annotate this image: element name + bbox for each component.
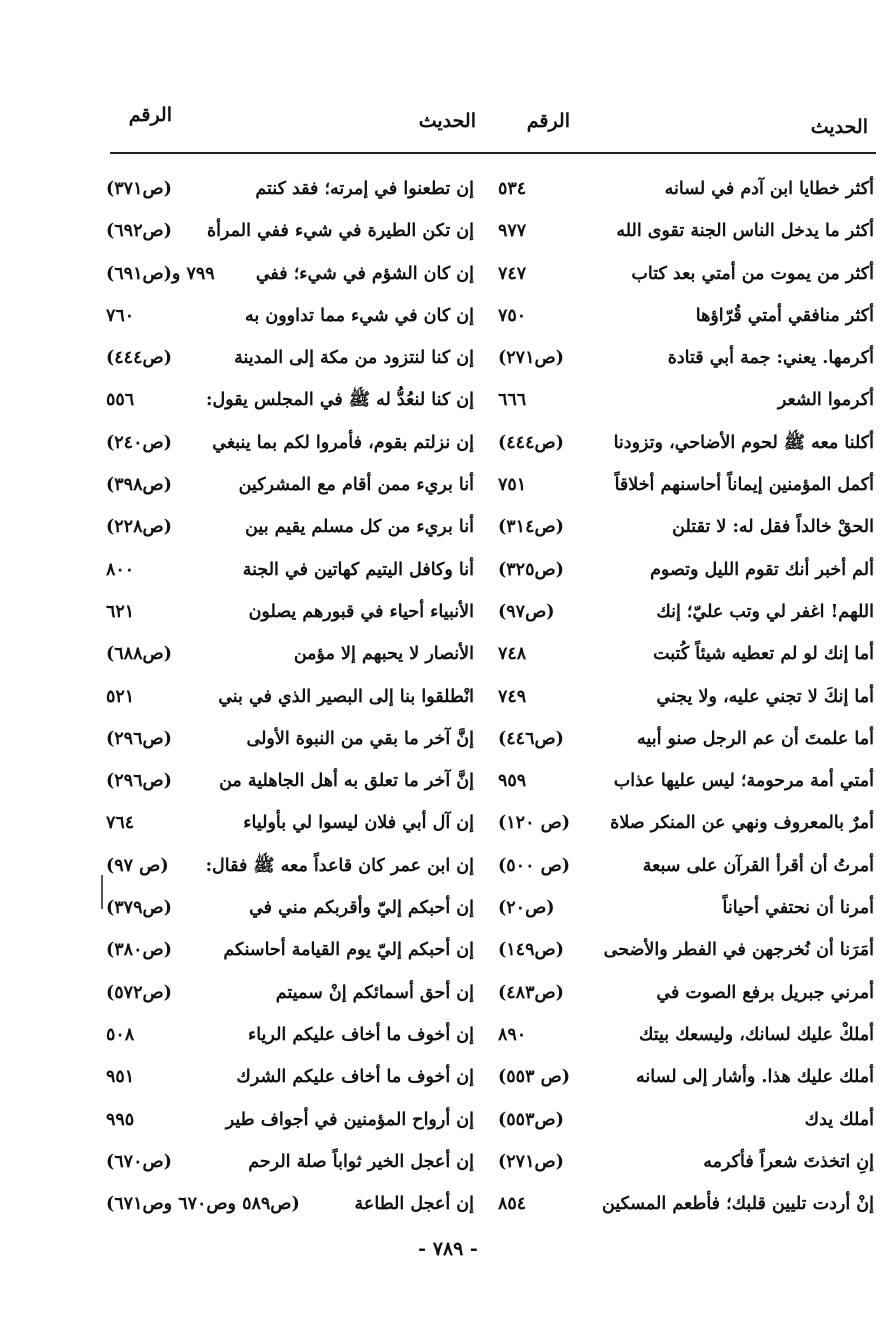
hadith-reference: ٩٩٥ xyxy=(106,1109,135,1130)
index-entry xyxy=(106,379,474,421)
index-entry xyxy=(106,549,474,591)
hadith-reference: ٧٩٩ و(ص٦٩١) xyxy=(106,263,215,284)
margin-mark xyxy=(101,875,103,909)
index-entry xyxy=(494,210,874,252)
index-entry xyxy=(494,253,874,295)
hadith-text: أملك عليك هذا. وأشار إلى لسانه xyxy=(636,1067,874,1088)
hadith-text: أما إنكَ لا تجني عليه، ولا يجني xyxy=(656,686,874,707)
hadith-reference: (ص٣١٤) xyxy=(498,517,564,538)
hadith-reference: ٦٢١ xyxy=(106,601,135,622)
index-entry xyxy=(494,591,874,633)
hadith-reference: (ص٣٩٨) xyxy=(106,475,172,496)
hadith-text: أكثر من يموت من أمتي بعد كتاب xyxy=(631,263,874,284)
hadith-text: إن آل أبي فلان ليسوا لي بأولياء xyxy=(243,813,474,834)
index-entry xyxy=(106,972,474,1014)
hadith-reference: ٥٠٨ xyxy=(106,1024,135,1045)
index-entry xyxy=(106,210,474,252)
page-number: - ٧٨٩ - xyxy=(418,1238,478,1260)
hadith-reference: ٩٧٧ xyxy=(498,221,527,242)
hadith-reference: (ص٦٧٠) xyxy=(106,1151,172,1172)
hadith-text: إن أرواح المؤمنين في أجواف طير xyxy=(225,1109,474,1130)
index-entry xyxy=(106,1099,474,1141)
index-entry xyxy=(494,718,874,760)
hadith-text: أكرمها. يعني: جمة أبي قتادة xyxy=(667,348,874,369)
index-entry xyxy=(494,845,874,887)
hadith-reference: ٥٣٤ xyxy=(498,179,527,199)
index-entry xyxy=(106,337,474,379)
index-entry xyxy=(106,253,474,295)
index-entry xyxy=(494,422,874,464)
hadith-text: أمرني جبريل برفع الصوت في xyxy=(656,982,874,1003)
hadith-text: إن أعجل الطاعة xyxy=(354,1194,474,1215)
index-entry xyxy=(106,887,474,929)
hadith-reference: ٨٥٤ xyxy=(498,1194,527,1215)
index-entry xyxy=(494,802,874,844)
hadith-reference: (ص ٩٧) xyxy=(106,855,169,876)
index-entry xyxy=(494,379,874,421)
hadith-text: إن أحبكم إليّ يوم القيامة أحاسنكم xyxy=(223,940,474,961)
index-entry xyxy=(106,718,474,760)
index-entry xyxy=(494,887,874,929)
hadith-reference: (ص٤٨٣) xyxy=(498,982,564,1003)
index-entry xyxy=(494,760,874,802)
index-entry xyxy=(106,929,474,971)
hadith-text: إن كنا لنعُدُّ له ﷺ في المجلس يقول: xyxy=(205,390,474,411)
index-entry xyxy=(494,506,874,548)
hadith-text: ألم أخبر أنك تقوم الليل وتصوم xyxy=(650,559,874,580)
hadith-text: إن تكن الطيرة في شيء ففي المرأة xyxy=(206,221,474,242)
hadith-text: إن نزلتم بقوم، فأمروا لكم بما ينبغي xyxy=(212,432,474,453)
hadith-reference: ٧٦٠ xyxy=(106,305,135,326)
index-entry xyxy=(106,464,474,506)
hadith-reference: (ص٩٧) xyxy=(498,601,555,622)
hadith-reference: (ص٣٢٥) xyxy=(498,559,564,580)
hadith-text: أكلنا معه ﷺ لحوم الأضاحي، وتزودنا xyxy=(613,432,874,453)
index-entry xyxy=(106,760,474,802)
hadith-text: إنْ أردت تليين قلبك؛ فأطعم المسكين xyxy=(602,1194,874,1215)
hadith-reference: ٨٠٠ xyxy=(106,559,135,580)
hadith-text: أملكْ عليك لسانك، وليسعك بيتك xyxy=(638,1024,874,1045)
index-entry xyxy=(106,633,474,675)
hadith-text: أمتي أمة مرحومة؛ ليس عليها عذاب xyxy=(613,771,874,792)
hadith-reference: (ص٤٤٦) xyxy=(498,728,564,749)
hadith-text: إنِ اتخذتَ شعراً فأكرمه xyxy=(703,1151,874,1172)
index-entry xyxy=(106,802,474,844)
hadith-reference: ٧٤٩ xyxy=(498,686,527,707)
index-entry xyxy=(494,1014,874,1056)
hadith-text: انْطلقوا بنا إلى البصير الذي في بني xyxy=(218,686,474,707)
hadith-reference: (ص٥٧٢) xyxy=(106,982,172,1003)
hadith-text: أملك يدك xyxy=(804,1109,874,1130)
hadith-reference: (ص٢٢٨) xyxy=(106,517,172,538)
index-entry xyxy=(494,295,874,337)
hadith-text: إن أخوف ما أخاف عليكم الشرك xyxy=(236,1067,474,1088)
index-entry xyxy=(494,1141,874,1183)
index-entry xyxy=(494,633,874,675)
hadith-reference: ٧٤٧ xyxy=(498,263,527,284)
hadith-reference: (ص٢٩٦) xyxy=(106,771,172,792)
hadith-text: أمرٌ بالمعروف ونهي عن المنكر صلاة xyxy=(610,813,874,834)
hadith-text: أمَرَنا أن نُخرجهن في الفطر والأضحى xyxy=(603,940,874,961)
hadith-text: إن كان في شيء مما تداوون به xyxy=(245,305,474,326)
hadith-reference: (ص٣٧١) xyxy=(106,179,172,199)
hadith-text: الحقْ خالداً فقل له: لا تقتلن xyxy=(672,517,874,538)
hadith-text: إنَّ آخر ما بقي من النبوة الأولى xyxy=(246,728,474,749)
header-hadith-right: الحديث xyxy=(810,116,868,138)
index-entry xyxy=(106,168,474,210)
hadith-reference: ٩٥٩ xyxy=(498,771,527,792)
hadith-reference: (ص٣٧٩) xyxy=(106,898,172,919)
hadith-text: أكثر خطايا ابن آدم في لسانه xyxy=(664,179,874,199)
hadith-text: أكرموا الشعر xyxy=(777,390,874,411)
hadith-reference: (ص٤٤٤) xyxy=(106,348,172,369)
hadith-text: أمرنا أن نحتفي أحياناً xyxy=(722,898,874,919)
index-entry xyxy=(494,1056,874,1098)
index-entry xyxy=(106,1183,474,1225)
hadith-text: أما إنك لو لم تعطيه شيئاً كُتبت xyxy=(653,644,874,665)
hadith-reference: (ص٥٨٩ وص٦٧٠ وص٦٧١) xyxy=(106,1194,300,1215)
hadith-text: أكمل المؤمنين إيماناً أحاسنهم أخلاقاً xyxy=(614,475,874,496)
hadith-reference: ٧٦٤ xyxy=(106,813,135,834)
hadith-text: أنا وكافل اليتيم كهاتين في الجنة xyxy=(242,559,474,580)
index-entry xyxy=(106,1014,474,1056)
hadith-reference: ٩٥١ xyxy=(106,1067,135,1088)
header-hadith-left: الحديث xyxy=(418,110,476,132)
hadith-reference: (ص٥٥٣) xyxy=(498,1109,564,1130)
index-entry xyxy=(494,676,874,718)
hadith-reference: ٧٥١ xyxy=(498,475,527,496)
hadith-reference: (ص٢٧١) xyxy=(498,1151,564,1172)
hadith-text: إن ابن عمر كان قاعداً معه ﷺ فقال: xyxy=(205,855,474,876)
hadith-reference: (ص٦٨٨) xyxy=(106,644,172,665)
hadith-text: إن كان الشؤم في شيء؛ ففي xyxy=(255,263,474,284)
hadith-reference: (ص ٥٥٣) xyxy=(498,1067,571,1088)
hadith-reference: (ص٤٤٤) xyxy=(498,432,564,453)
hadith-text: إن أحبكم إليّ وأقربكم مني في xyxy=(249,898,474,919)
index-entry xyxy=(494,337,874,379)
index-entry xyxy=(106,845,474,887)
index-entry xyxy=(106,1141,474,1183)
hadith-text: إن تطعنوا في إمرته؛ فقد كنتم xyxy=(255,179,474,199)
hadith-text: إن أحق أسمائكم إنْ سميتم xyxy=(275,982,474,1003)
hadith-text: إن أعجل الخير ثواباً صلة الرحم xyxy=(248,1151,474,1172)
header-number-right: الرقم xyxy=(526,110,570,132)
index-entry xyxy=(494,1183,874,1225)
hadith-reference: (ص٦٩٢) xyxy=(106,221,172,242)
index-entry xyxy=(106,295,474,337)
hadith-text: أنا بريء ممن أقام مع المشركين xyxy=(238,475,474,496)
hadith-text: أكثر منافقي أمتي قُرّاؤها xyxy=(695,305,874,326)
hadith-text: أنا بريء من كل مسلم يقيم بين xyxy=(245,517,474,538)
index-entry xyxy=(494,1099,874,1141)
hadith-reference: ٧٥٠ xyxy=(498,305,527,326)
hadith-text: الأنصار لا يحبهم إلا مؤمن xyxy=(293,644,474,665)
hadith-text: إنَّ آخر ما تعلق به أهل الجاهلية من xyxy=(219,771,474,792)
hadith-reference: ٦٦٦ xyxy=(498,390,527,411)
index-entry xyxy=(494,549,874,591)
index-entry xyxy=(106,591,474,633)
hadith-reference: (ص١٤٩) xyxy=(498,940,564,961)
hadith-reference: (ص ١٢٠) xyxy=(498,813,571,834)
hadith-text: الأنبياء أحياء في قبورهم يصلون xyxy=(248,601,474,622)
hadith-reference: (ص٢٧١) xyxy=(498,348,564,369)
hadith-reference: (ص٢٩٦) xyxy=(106,728,172,749)
hadith-text: إن كنا لنتزود من مكة إلى المدينة xyxy=(234,348,474,369)
index-column-right xyxy=(494,168,874,1225)
hadith-reference: ٥٥٦ xyxy=(106,390,135,411)
hadith-text: اللهم! اغفر لي وتب عليّ؛ إنك xyxy=(656,601,874,622)
header-number-left: الرقم xyxy=(128,104,172,126)
hadith-reference: ٨٩٠ xyxy=(498,1024,527,1045)
index-entry xyxy=(494,972,874,1014)
index-entry xyxy=(106,1056,474,1098)
hadith-reference: ٥٢١ xyxy=(106,686,135,707)
index-column-left xyxy=(106,168,474,1225)
index-entry xyxy=(494,168,874,210)
index-entry xyxy=(494,464,874,506)
header-divider xyxy=(110,152,876,154)
hadith-text: إن أخوف ما أخاف عليكم الرياء xyxy=(247,1024,474,1045)
hadith-reference: (ص٢٤٠) xyxy=(106,432,172,453)
index-entry xyxy=(106,506,474,548)
hadith-text: أما علمتَ أن عم الرجل صنو أبيه xyxy=(637,728,874,749)
hadith-reference: (ص٣٨٠) xyxy=(106,940,172,961)
index-entry xyxy=(106,676,474,718)
hadith-text: أكثر ما يدخل الناس الجنة تقوى الله xyxy=(616,221,874,242)
hadith-reference: (ص ٥٠٠) xyxy=(498,855,571,876)
hadith-text: أمرتُ أن أقرأ القرآن على سبعة xyxy=(642,855,874,876)
index-entry xyxy=(106,422,474,464)
index-entry xyxy=(494,929,874,971)
hadith-reference: ٧٤٨ xyxy=(498,644,527,665)
hadith-reference: (ص٢٠) xyxy=(498,898,555,919)
